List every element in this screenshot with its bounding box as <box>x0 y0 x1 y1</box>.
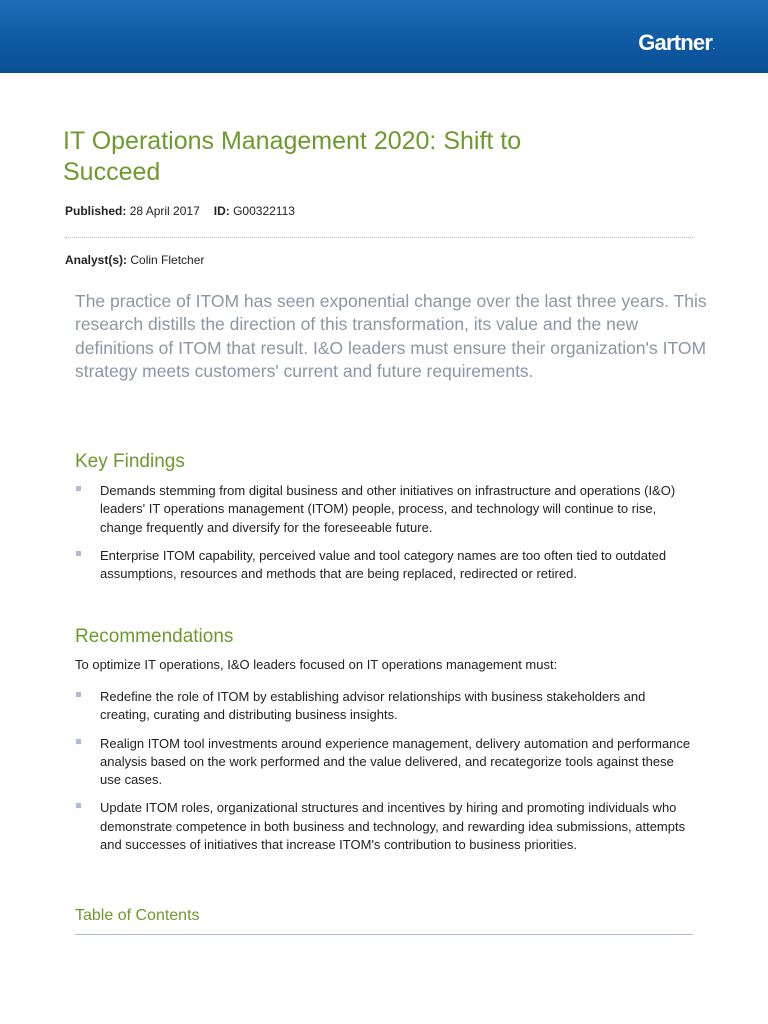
list-item <box>75 482 695 537</box>
analyst-label: Analyst(s): <box>65 253 128 267</box>
table-of-contents-link[interactable]: Table of Contents <box>75 907 200 924</box>
list-item-text: Demands stemming from digital business and other initiatives on infrastructure and operations (I&O) leaders' IT operations management (ITOM) people, process, and technology will continue to rise, change frequently and diversify for the foreseeable future. <box>100 483 676 535</box>
published-date: 28 April 2017 <box>129 204 200 218</box>
recommendations-list <box>75 688 695 864</box>
list-item <box>75 799 695 854</box>
bullet-square-icon <box>76 739 81 744</box>
list-item-text: Enterprise ITOM capability, perceived value and tool category names are too often tied to outdated assumptions, resources and methods that are being replaced, redirected or retired. <box>100 547 667 582</box>
id-label: ID: <box>213 204 230 218</box>
bullet-square-icon <box>76 486 81 491</box>
bullet-square-icon <box>76 692 81 697</box>
list-item-text: Update ITOM roles, organizational structures and incentives by hiring and promoting individuals who demonstrate competence in both business and technology, and rewarding idea submissions, attempts and successes of initiatives that increase ITOM's contribution to business priorities. <box>100 800 686 853</box>
recommendations-intro: To optimize IT operations, I&O leaders focused on IT operations management must: <box>75 657 558 672</box>
recommendations-heading: Recommendations <box>75 626 234 647</box>
brand-name: Gartner <box>638 30 713 55</box>
list-item <box>75 688 695 725</box>
toc-divider <box>75 934 693 935</box>
analyst-name: Colin Fletcher <box>130 253 205 267</box>
list-item-text: Redefine the role of ITOM by establishing advisor relationships with business stakeholders and creating, curating and distributing business insights. <box>100 689 646 723</box>
brand-mark: . <box>713 45 714 51</box>
list-item <box>75 735 695 790</box>
summary-paragraph: The practice of ITOM has seen exponential change over the last three years. This research distills the direction of this transformation, its value and the new definitions of ITOM that result. I&O leaders must ensure their organization's ITOM strategy meets customers' current and future requirements. <box>75 291 707 381</box>
bullet-square-icon <box>76 551 81 556</box>
document-id: G00322113 <box>233 204 295 218</box>
publication-meta <box>65 204 295 218</box>
header-band <box>0 0 768 73</box>
meta-divider <box>65 237 693 238</box>
list-item <box>75 547 695 584</box>
key-findings-list <box>75 482 695 593</box>
list-item-text: Realign ITOM tool investments around experience management, delivery automation and performance analysis based on the work performed and the value delivered, and recategorize tools against these use cases. <box>100 735 691 788</box>
published-label: Published: <box>65 204 127 218</box>
gartner-logo <box>638 30 714 56</box>
document-title: IT Operations Management 2020: Shift to Succeed <box>63 127 522 186</box>
key-findings-heading: Key Findings <box>75 451 185 472</box>
analyst-meta <box>65 253 204 267</box>
bullet-square-icon <box>76 803 81 808</box>
